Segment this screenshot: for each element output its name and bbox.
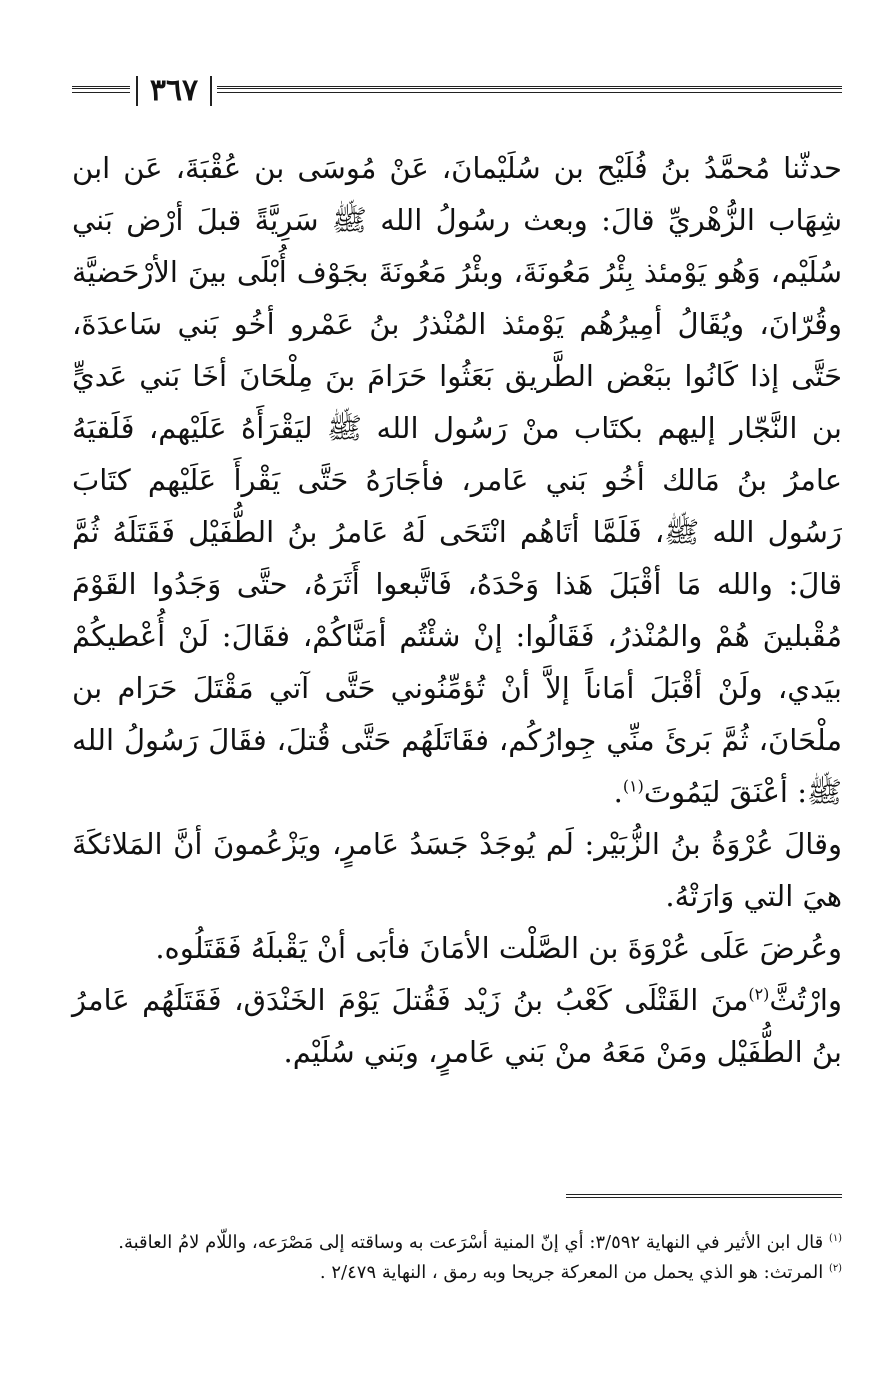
footnote-divider: [566, 1194, 842, 1198]
header-rule-left: [72, 86, 130, 93]
footnote-1-text: قال ابن الأثير في النهاية ٣/٥٩٢: أي إنّ المنية أسْرَعت به وساقته إلى مَصْرَعه، واللّام لامُ العاقبة.: [118, 1232, 824, 1253]
page-number: ٣٦٧: [149, 73, 199, 108]
header-bar-right: [210, 76, 212, 106]
page-header: [72, 72, 842, 112]
footnotes: [72, 1228, 842, 1288]
footnote-2-text: المرتث: هو الذي يحمل من المعركة جريحا وبه رمق ، النهاية ٢/٤٧٩ .: [319, 1262, 824, 1283]
footnote-ref-1[interactable]: (١): [622, 776, 644, 796]
paragraph-3: وعُرضَ عَلَى عُرْوَةَ بن الصَّلْت الأمَانَ فأبَى أنْ يَقْبلَهُ فَقَتَلُوه.: [155, 931, 842, 965]
paragraph-4-ending: منَ القَتْلَى كَعْبُ بنُ زَيْد فَقُتلَ يَوْمَ الخَنْدَق، فَقَتَلَهُم عَامرُ بنُ الطُّفَيْل ومَنْ مَعَهُ منْ بَني عَامرٍ، وبَني سُلَيْم.: [72, 983, 842, 1069]
paragraph-1-text: حدثّنا مُحمَّدُ بنُ فُلَيْح بن سُلَيْمانَ، عَنْ مُوسَى بن عُقْبَةَ، عَن ابن شِهَاب الزُّهْريِّ قالَ: وبعث رسُولُ الله ﷺ سَرِيَّةً قبلَ أرْض بَني سُلَيْم، وَهُو يَوْمئذ بِئْرُ مَعُونَةَ، وبئْرُ مَعُونَةَ بجَوْف أُبْلَى بينَ الأرْحَضيَّة وقُرّانَ، ويُقَالُ أمِيرُهُم يَوْمئذ المُنْذرُ بنُ عَمْرو أخُو بَني سَاعدَةَ، حَتَّى إذا كَانُوا ببَعْض الطَّريق بَعَثُوا حَرَامَ بنَ مِلْحَانَ أخَا بَني عَديٍّ بن النَّجّار إليهم بكتَاب منْ رَسُول الله ﷺ ليَقْرَأَهُ عَلَيْهم، فَلَقيَهُ عامرُ بنُ مَالك أخُو بَني عَامر، فأجَارَهُ حَتَّى يَقْرأَ عَلَيْهم كتَابَ رَسُول الله ﷺ، فَلَمَّا أتَاهُم انْتَحَى لَهُ عَامرُ بنُ الطُّفَيْل فَقَتَلَهُ ثُمَّ قالَ: والله مَا أقْبَلَ هَذا وَحْدَهُ، فَاتَّبعوا أَثَرَهُ، حتَّى وَجَدُوا القَوْمَ مُقْبلينَ هُمْ والمُنْذرُ، فَقَالُوا: إنْ شئْتُم أمَنَّاكُمْ، فقَالَ: لَنْ أُعْطيكُمْ بيَدي، ولَنْ أقْبَلَ أمَاناً إلاَّ أنْ تُؤمِّنُوني حَتَّى آتي مَقْتَلَ حَرَام بن ملْحَانَ، ثُمَّ بَرئَ منِّي جِوارُكُم، فقَاتَلَهُم حَتَّى قُتلَ، فقَالَ رَسُولُ الله ﷺ: أعْنَقَ ليَمُوتَ: [72, 151, 842, 809]
footnote-2-marker: (٢): [828, 1263, 842, 1274]
footnote-1-marker: (١): [828, 1233, 842, 1244]
footnote-1: [72, 1228, 842, 1258]
main-text: [72, 142, 842, 1078]
paragraph-4: [72, 974, 842, 1078]
footnote-ref-2[interactable]: (٢): [748, 984, 770, 1004]
footnote-2: [72, 1258, 842, 1288]
paragraph-4-text: وارْتُثَّ: [769, 983, 842, 1017]
paragraph-1: [72, 142, 842, 818]
paragraph-1-ending: .: [613, 775, 623, 809]
paragraph-2: وقالَ عُرْوَةُ بنُ الزُّبَيْر: لَم يُوجَدْ جَسَدُ عَامرٍ، ويَزْعُمونَ أنَّ المَلائكَةَ هيَ التي وَارَتْهُ.: [72, 827, 842, 913]
header-rule-right: [217, 86, 842, 93]
